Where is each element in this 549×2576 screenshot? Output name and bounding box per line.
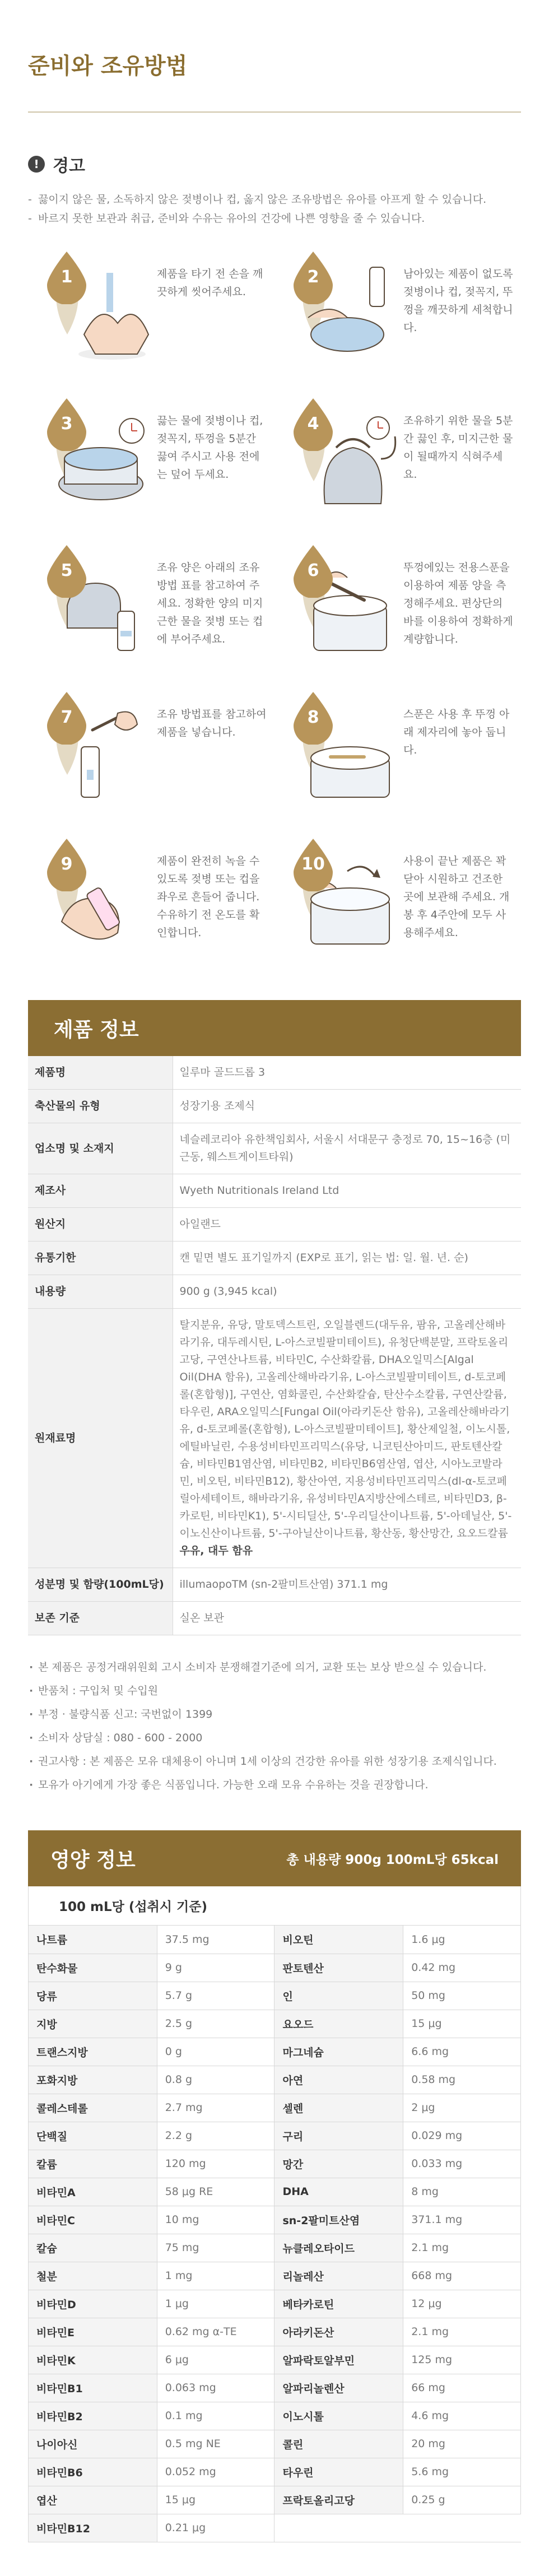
nutrient-name: 칼륨 (29, 2150, 157, 2178)
notice-list (28, 1656, 521, 1797)
nutrient-amount: 2 μg (403, 2094, 521, 2122)
nutrition-row (29, 2150, 521, 2178)
step-number: 6 (307, 561, 319, 580)
nutrient-name: 트랜스지방 (29, 2038, 157, 2066)
page-title: 준비와 조유방법 (28, 0, 521, 113)
nutrition-row (29, 1954, 521, 1982)
step-number: 3 (61, 414, 73, 434)
step-number: 1 (61, 267, 73, 287)
nutrient-amount: 6.6 mg (403, 2038, 521, 2066)
step-number: 9 (61, 854, 73, 874)
step-text: 제품이 완전히 녹을 수 있도록 젖병 또는 컵을 좌우로 흔들어 줍니다. 수유하기 전 온도를 확인합니다. (157, 855, 260, 939)
nutrient-name: 베타카로틴 (274, 2290, 403, 2318)
nutrient-name: 나이아신 (29, 2430, 157, 2458)
info-key: 보존 기준 (28, 1602, 173, 1635)
product-info-heading: 제품 정보 (28, 1000, 521, 1056)
step-illustration (28, 250, 157, 368)
nutrition-heading-bar (28, 1830, 521, 1886)
nutrient-name: 아연 (274, 2066, 403, 2094)
info-row (28, 1123, 521, 1174)
nutrition-row (29, 2206, 521, 2234)
nutrient-amount: 0.063 mg (157, 2374, 274, 2402)
nutrition-row (29, 2066, 521, 2094)
info-value: illumaopoTM (sn-2팔미트산염) 371.1 mg (173, 1568, 521, 1602)
nutrition-row (29, 2038, 521, 2066)
nutrient-name: 나트륨 (29, 1926, 157, 1954)
step-illustration (274, 397, 403, 515)
nutrient-name: 구리 (274, 2122, 403, 2150)
info-row (28, 1208, 521, 1241)
step-1 (28, 250, 274, 374)
nutrition-row (29, 2514, 521, 2542)
step-7 (28, 691, 274, 814)
step-text: 스푼은 사용 후 뚜껑 아래 제자리에 놓아 둡니다. (403, 708, 510, 756)
nutrient-amount: 0.5 mg NE (157, 2430, 274, 2458)
notice-item: · 권고사항 : 본 제품은 모유 대체용이 아니며 1세 이상의 건강한 유아를 위한 성장기용 조제식입니다. (28, 1750, 521, 1773)
step-illustration (28, 397, 157, 515)
step-number: 5 (61, 561, 73, 580)
step-8 (274, 691, 521, 814)
nutrient-amount: 1 μg (157, 2290, 274, 2318)
step-text: 제품을 타기 전 손을 깨끗하게 씻어주세요. (157, 268, 263, 298)
nutrient-name: 탄수화물 (29, 1954, 157, 1982)
info-value: 아일랜드 (173, 1208, 521, 1241)
step-illustration (274, 544, 403, 662)
nutrition-title: 영양 정보 (50, 1848, 136, 1872)
nutrient-name: 포화지방 (29, 2066, 157, 2094)
step-text: 조유 방법표를 참고하여 제품을 넣습니다. (157, 708, 267, 738)
notice-item: · 본 제품은 공정거래위원회 고시 소비자 분쟁해결기준에 의거, 교환 또는 보상 받으실 수 있습니다. (28, 1656, 521, 1679)
step-3 (28, 397, 274, 520)
nutrient-amount: 1 mg (157, 2262, 274, 2290)
info-row (28, 1602, 521, 1635)
nutrient-amount: 0.1 mg (157, 2402, 274, 2430)
nutrition-summary: 총 내용량 900g 100mL당 65kcal (286, 1852, 499, 1867)
step-number: 2 (307, 267, 319, 287)
info-value: 실온 보관 (173, 1602, 521, 1635)
nutrient-amount: 1.6 μg (403, 1926, 521, 1954)
nutrient-amount: 50 mg (403, 1982, 521, 2010)
nutrition-row (29, 2318, 521, 2346)
nutrient-name: 콜레스테롤 (29, 2094, 157, 2122)
nutrition-row (29, 2430, 521, 2458)
nutrition-row (29, 1982, 521, 2010)
nutrient-amount: 58 μg RE (157, 2178, 274, 2206)
nutrient-amount: 37.5 mg (157, 1926, 274, 1954)
nutrient-amount: 9 g (157, 1954, 274, 1982)
nutrient-amount: 0.029 mg (403, 2122, 521, 2150)
nutrient-amount: 0.8 g (157, 2066, 274, 2094)
nutrient-name: 프락토올리고당 (274, 2486, 403, 2514)
nutrient-name: 엽산 (29, 2486, 157, 2514)
info-row (28, 1568, 521, 1602)
nutrient-name: 칼슘 (29, 2234, 157, 2262)
warning-heading-row (28, 152, 521, 176)
nutrient-name: sn-2팔미트산염 (274, 2206, 403, 2234)
nutrient-name: 뉴클레오타이드 (274, 2234, 403, 2262)
nutrient-name: 리놀레산 (274, 2262, 403, 2290)
nutrition-row (29, 2262, 521, 2290)
step-2 (274, 250, 521, 374)
nutrition-row (29, 2122, 521, 2150)
nutrient-amount: 0.052 mg (157, 2458, 274, 2486)
exclamation-icon: ! (28, 156, 45, 173)
allergen-note: 우유, 대두 함유 (179, 1545, 253, 1557)
nutrient-amount: 0.42 mg (403, 1954, 521, 1982)
nutrient-amount: 371.1 mg (403, 2206, 521, 2234)
nutrition-row (29, 2234, 521, 2262)
info-value: Wyeth Nutritionals Ireland Ltd (173, 1174, 521, 1208)
nutrient-name: 철분 (29, 2262, 157, 2290)
notice-item: · 반품처 : 구입처 및 수입원 (28, 1679, 521, 1703)
notice-item: · 모유가 아기에게 가장 좋은 식품입니다. 가능한 오래 모유 수유하는 것을 권장합니다. (28, 1773, 521, 1797)
nutrient-name: 비타민B2 (29, 2402, 157, 2430)
info-key: 제품명 (28, 1056, 173, 1090)
step-text: 뚜껑에있는 전용스푼을 이용하여 제품 양을 측정해주세요. 편상단의 바를 이용하여 정확하게 계량합니다. (403, 561, 513, 645)
nutrient-name: 아라키돈산 (274, 2318, 403, 2346)
step-9 (28, 838, 274, 961)
info-value: 탈지분유, 유당, 말토덱스트린, 오일블렌드(대두유, 팜유, 고올레산해바라기유, 대두레시틴, L-아스코빌팔미테이트), 유청단백분말, 프락토올리고당, 구연산나트륨, 비타민C, 수산화칼륨, DHA오일믹스[Algal Oil(DHA 함유), 고올레산해바라기유, L-아스코빌팔미테이트, d-토코페롤(혼합형)], 구연산, 염화콜린, 수산화칼슘, 탄산수소칼륨, 구연산칼륨, 타우린, ARA오일믹스[Fungal Oil(아라키돈산 함유), 고올레산해바라기유, d-토코페롤(혼합형), L-아스코빌팔미테이트], 황산제일철, 이노시톨, 에틸바닐린, 수용성비타민프리믹스(유당, 니코틴산아미드, 판토텐산칼슘, 비타민B1염산염, 비타민B2, 비타민B6염산염, 엽산, 시아노코발라민, 비오틴, 비타민B12), 황산아연, 지용성비타민프리믹스(dl-α-토코페릴아세테이트, 해바라기유, 유성비타민A지방산에스테르, 비타민D3, β-카로틴, 비타민K1), 5'-시티딜산, 5'-우리딜산이나트륨, 5'-아데닐산, 5'-이노신산이나트륨, 5'-구아닐산이나트륨, 황산동, 황산망간, 요오드칼륨 우유, 대두 함유 (173, 1309, 521, 1568)
nutrient-name: 이노시톨 (274, 2402, 403, 2430)
step-text: 남아있는 제품이 없도록 젖병이나 컵, 젖꼭지, 뚜껑을 깨끗하게 세척합니다. (403, 268, 513, 334)
step-text: 조유 양은 아래의 조유방법 표를 참고하여 주세요. 정확한 양의 미지근한 물을 젖병 또는 컵에 부어주세요. (157, 561, 263, 645)
nutrient-name: 알파락토알부민 (274, 2346, 403, 2374)
nutrient-amount: 10 mg (157, 2206, 274, 2234)
nutrient-amount: 5.7 g (157, 1982, 274, 2010)
info-key: 성분명 및 함량(100mL당) (28, 1568, 173, 1602)
info-value: 캔 밑면 별도 표기일까지 (EXP로 표기, 읽는 법: 일. 월. 년. 순) (173, 1241, 521, 1275)
nutrient-name (274, 2514, 403, 2542)
nutrition-row (29, 2010, 521, 2038)
nutrient-amount: 20 mg (403, 2430, 521, 2458)
nutrient-name: 요오드 (274, 2010, 403, 2038)
nutrient-amount: 4.6 mg (403, 2402, 521, 2430)
nutrient-amount: 2.2 g (157, 2122, 274, 2150)
info-value: 일루마 골드드롭 3 (173, 1056, 521, 1090)
nutrient-name: 비타민B12 (29, 2514, 157, 2542)
step-5 (28, 544, 274, 667)
nutrient-name: 비타민K (29, 2346, 157, 2374)
nutrient-amount: 2.1 mg (403, 2318, 521, 2346)
nutrient-amount: 6 μg (157, 2346, 274, 2374)
info-row (28, 1090, 521, 1123)
nutrient-name: 망간 (274, 2150, 403, 2178)
nutrient-amount: 2.5 g (157, 2010, 274, 2038)
info-row (28, 1056, 521, 1090)
nutrient-name: 알파리놀렌산 (274, 2374, 403, 2402)
nutrient-name: 비타민C (29, 2206, 157, 2234)
step-text: 끓는 물에 젖병이나 컵, 젖꼭지, 뚜껑을 5분간 끓여 주시고 사용 전에는 덮어 두세요. (157, 415, 263, 481)
step-illustration (28, 838, 157, 955)
step-illustration (274, 691, 403, 808)
info-row (28, 1174, 521, 1208)
nutrient-amount: 2.1 mg (403, 2234, 521, 2262)
nutrition-row (29, 2290, 521, 2318)
nutrient-amount: 15 μg (157, 2486, 274, 2514)
warning-item: - 끓이지 않은 물, 소독하지 않은 젖병이나 컵, 옳지 않은 조유방법은 유아를 아프게 할 수 있습니다. (28, 190, 521, 209)
step-6 (274, 544, 521, 667)
nutrient-amount: 0.25 g (403, 2486, 521, 2514)
nutrient-amount: 125 mg (403, 2346, 521, 2374)
step-illustration (274, 838, 403, 955)
nutrition-row (29, 2094, 521, 2122)
nutrient-name: 비오틴 (274, 1926, 403, 1954)
info-row (28, 1309, 521, 1568)
step-illustration (274, 250, 403, 368)
info-key: 유통기한 (28, 1241, 173, 1275)
notice-item: · 소비자 상담실 : 080 - 600 - 2000 (28, 1726, 521, 1750)
nutrition-row (29, 2178, 521, 2206)
nutrient-amount: 0.21 μg (157, 2514, 274, 2542)
nutrient-amount: 66 mg (403, 2374, 521, 2402)
nutrient-amount: 5.6 mg (403, 2458, 521, 2486)
nutrient-amount: 120 mg (157, 2150, 274, 2178)
step-illustration (28, 691, 157, 808)
step-number: 8 (307, 708, 319, 727)
info-row (28, 1241, 521, 1275)
nutrient-name: 단백질 (29, 2122, 157, 2150)
nutrient-name: 비타민B1 (29, 2374, 157, 2402)
nutrient-name: 비타민D (29, 2290, 157, 2318)
info-row (28, 1275, 521, 1309)
nutrient-amount: 75 mg (157, 2234, 274, 2262)
nutrition-row (29, 2374, 521, 2402)
nutrient-name: 비타민B6 (29, 2458, 157, 2486)
nutrition-row (29, 2486, 521, 2514)
nutrient-name: 판토텐산 (274, 1954, 403, 1982)
product-info-table (28, 1056, 521, 1635)
nutrient-name: 셀렌 (274, 2094, 403, 2122)
nutrient-name: 인 (274, 1982, 403, 2010)
nutrient-name: 마그네슘 (274, 2038, 403, 2066)
warning-list (28, 190, 521, 228)
step-number: 7 (61, 708, 73, 727)
info-value: 성장기용 조제식 (173, 1090, 521, 1123)
nutrition-basis: 100 mL당 (섭취시 기준) (28, 1886, 521, 1926)
nutrient-name: 당류 (29, 1982, 157, 2010)
info-key: 내용량 (28, 1275, 173, 1309)
preparation-steps (28, 250, 521, 961)
step-text: 사용이 끝난 제품은 꽉 닫아 시원하고 건조한 곳에 보관해 주세요. 개봉 후 4주안에 모두 사용해주세요. (403, 855, 510, 939)
nutrient-amount: 15 μg (403, 2010, 521, 2038)
nutrient-name: 비타민A (29, 2178, 157, 2206)
nutrition-row (29, 2402, 521, 2430)
nutrient-amount: 0 g (157, 2038, 274, 2066)
nutrition-row (29, 2346, 521, 2374)
notice-item: · 부정 · 불량식품 신고: 국번없이 1399 (28, 1703, 521, 1726)
info-key: 원산지 (28, 1208, 173, 1241)
nutrient-name: 비타민E (29, 2318, 157, 2346)
nutrient-name: 콜린 (274, 2430, 403, 2458)
nutrition-row (29, 1926, 521, 1954)
info-value: 900 g (3,945 kcal) (173, 1275, 521, 1309)
warning-title: 경고 (53, 156, 85, 176)
nutrient-amount: 0.62 mg α-TE (157, 2318, 274, 2346)
nutrition-table (28, 1926, 521, 2542)
nutrient-amount: 668 mg (403, 2262, 521, 2290)
info-key: 업소명 및 소재지 (28, 1123, 173, 1174)
info-value: 네슬레코리아 유한책임회사, 서울시 서대문구 충정로 70, 15~16층 (미근동, 웨스트게이트타워) (173, 1123, 521, 1174)
nutrition-row (29, 2458, 521, 2486)
info-key: 축산물의 유형 (28, 1090, 173, 1123)
nutrient-name: DHA (274, 2178, 403, 2206)
nutrient-amount: 2.7 mg (157, 2094, 274, 2122)
step-text: 조유하기 위한 물을 5분간 끓인 후, 미지근한 물이 될때까지 식혀주세요. (403, 415, 513, 481)
nutrient-amount: 8 mg (403, 2178, 521, 2206)
step-10 (274, 838, 521, 961)
warning-item: - 바르지 못한 보관과 취급, 준비와 수유는 유아의 건강에 나쁜 영향을 줄 수 있습니다. (28, 209, 521, 228)
step-number: 4 (307, 414, 319, 434)
step-number: 10 (301, 854, 325, 874)
nutrient-name: 지방 (29, 2010, 157, 2038)
step-4 (274, 397, 521, 520)
nutrient-amount: 0.58 mg (403, 2066, 521, 2094)
info-key: 제조사 (28, 1174, 173, 1208)
step-illustration (28, 544, 157, 662)
nutrient-amount: 12 μg (403, 2290, 521, 2318)
nutrient-name: 타우린 (274, 2458, 403, 2486)
info-key: 원재료명 (28, 1309, 173, 1568)
nutrient-amount: 0.033 mg (403, 2150, 521, 2178)
nutrient-amount (403, 2514, 521, 2542)
